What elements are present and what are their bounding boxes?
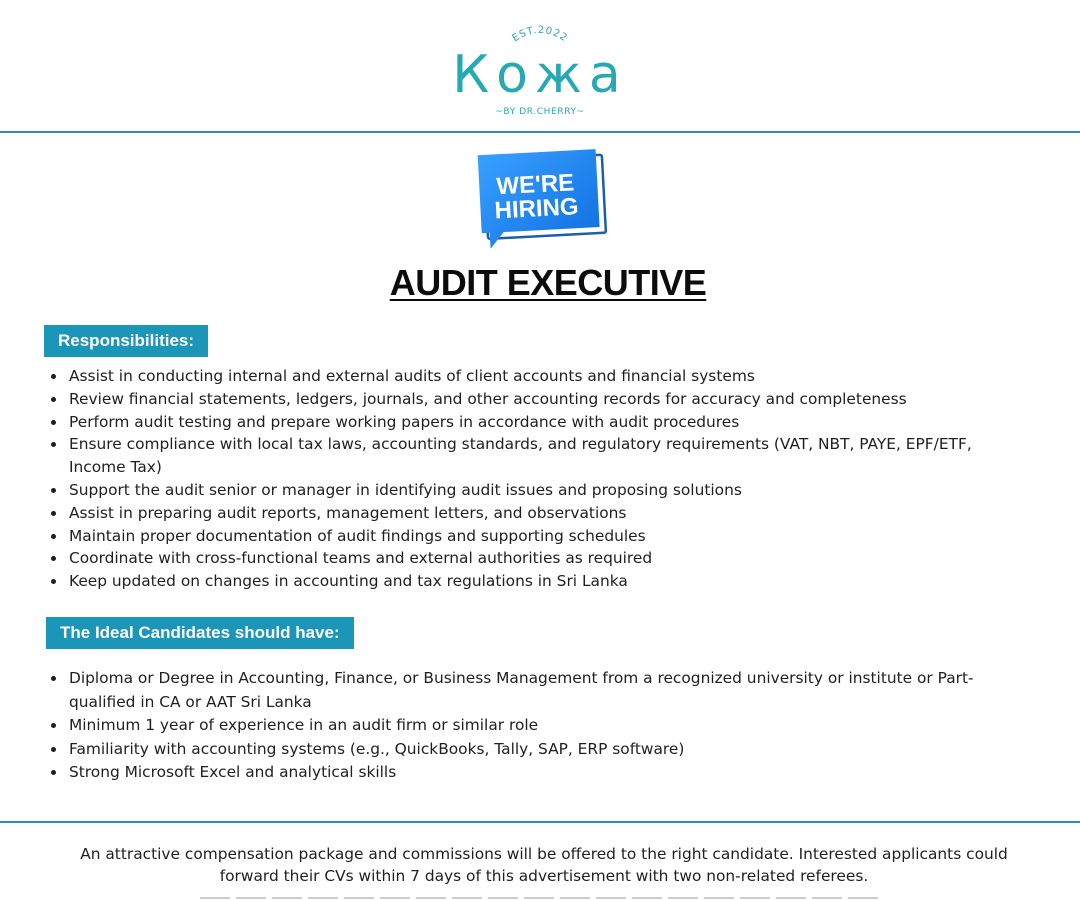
requirement-item: Familiarity with accounting systems (e.g., QuickBooks, Tally, SAP, ERP software) xyxy=(46,738,1026,762)
header-divider xyxy=(0,131,1080,133)
logo-tagline: ~BY DR.CHERRY~ xyxy=(495,107,585,117)
requirement-item: Diploma or Degree in Accounting, Finance, or Business Management from a recognized university or institute or Part-qualified in CA or AAT Sri Lanka xyxy=(46,667,1026,714)
badge-line-1: WE'RE xyxy=(495,169,575,201)
responsibility-item: Keep updated on changes in accounting and tax regulations in Sri Lanka xyxy=(46,570,1026,593)
responsibilities-list xyxy=(46,365,1026,593)
badge-line-2: HIRING xyxy=(493,193,580,225)
requirement-item: Strong Microsoft Excel and analytical skills xyxy=(46,761,1026,785)
kozha-logo xyxy=(440,18,640,122)
footer-compensation-text: An attractive compensation package and commissions will be offered to the right candidate. Interested applicants could forward their CVs within 7 days of this advertisement with two non-related referees. xyxy=(80,845,1008,885)
cropped-text-line xyxy=(200,893,880,900)
responsibility-item: Coordinate with cross-functional teams and external authorities as required xyxy=(46,547,1026,570)
responsibility-item: Assist in conducting internal and external audits of client accounts and financial systems xyxy=(46,365,1026,388)
responsibility-item: Review financial statements, ledgers, journals, and other accounting records for accuracy and completeness xyxy=(46,388,1026,411)
responsibility-item: Ensure compliance with local tax laws, accounting standards, and regulatory requirements (VAT, NBT, PAYE, EPF/ETF, Income Tax) xyxy=(46,433,1026,479)
responsibility-item: Perform audit testing and prepare working papers in accordance with audit procedures xyxy=(46,411,1026,434)
ideal-candidates-label: The Ideal Candidates should have: xyxy=(46,617,354,649)
footer-divider xyxy=(0,821,1080,823)
responsibility-item: Assist in preparing audit reports, management letters, and observations xyxy=(46,502,1026,525)
responsibility-item: Support the audit senior or manager in identifying audit issues and proposing solutions xyxy=(46,479,1026,502)
requirement-item: Minimum 1 year of experience in an audit firm or similar role xyxy=(46,714,1026,738)
logo-established-text: EST.2022 xyxy=(510,24,570,45)
responsibility-item: Maintain proper documentation of audit findings and supporting schedules xyxy=(46,525,1026,548)
speech-bubble-icon xyxy=(474,148,610,252)
logo-wordmark: Кожа xyxy=(452,45,628,105)
header xyxy=(0,0,1080,132)
hiring-badge xyxy=(474,148,610,252)
ideal-candidates-list xyxy=(46,667,1026,785)
responsibilities-label: Responsibilities: xyxy=(44,325,208,357)
kozha-logo-graphic xyxy=(440,18,640,122)
job-title: AUDIT EXECUTIVE xyxy=(389,262,707,303)
